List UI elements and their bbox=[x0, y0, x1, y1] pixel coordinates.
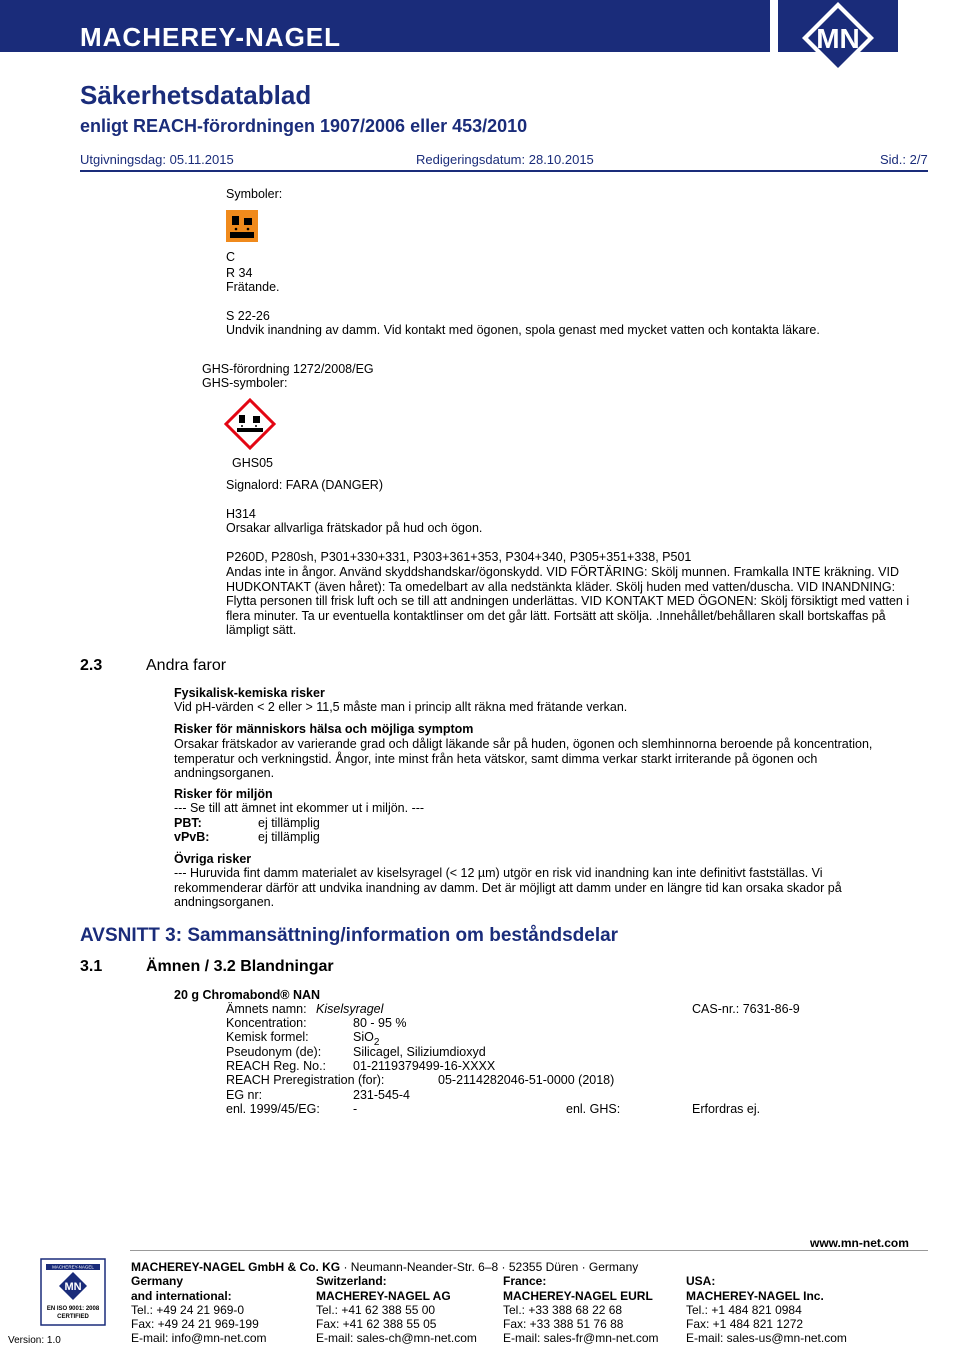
p-codes: P260D, P280sh, P301+330+331, P303+361+353, P304+340, P305+351+338, P501 bbox=[226, 550, 692, 564]
svg-text:CERTIFIED: CERTIFIED bbox=[57, 1314, 89, 1320]
mn-logo bbox=[778, 0, 898, 83]
iso-certificate-badge bbox=[40, 1258, 106, 1331]
env-text: --- Se till att ämnet int ekommer ut i miljön. --- bbox=[174, 801, 425, 815]
concentration-value: 80 - 95 % bbox=[353, 1016, 407, 1030]
svg-text:MACHEREY-NAGEL: MACHEREY-NAGEL bbox=[52, 1264, 94, 1270]
symbol-code: C bbox=[226, 250, 236, 264]
section-2-3-number: 2.3 bbox=[80, 657, 103, 674]
header-divider bbox=[80, 170, 928, 172]
prereg-value: 05-2114282046-51-0000 (2018) bbox=[438, 1073, 615, 1087]
footer-col3-email[interactable]: E-mail: sales-fr@mn-net.com bbox=[503, 1331, 659, 1345]
health-heading: Risker för människors hälsa och möjliga symptom bbox=[174, 722, 474, 736]
section-3-1-number: 3.1 bbox=[80, 958, 103, 975]
product-name: 20 g Chromabond® NAN bbox=[174, 988, 321, 1002]
footer-col4-email[interactable]: E-mail: sales-us@mn-net.com bbox=[686, 1331, 847, 1345]
footer-company-address: · Neumann-Neander-Str. 6–8 · 52355 Düren · Germany bbox=[340, 1260, 639, 1274]
section-3-1-title: Ämnen / 3.2 Blandningar bbox=[146, 958, 334, 975]
footer-col1-h2: and international: bbox=[131, 1289, 232, 1303]
phys-text: Vid pH-värden < 2 eller > 11,5 måste man i princip allt räkna med frätande verkan. bbox=[174, 700, 628, 714]
ghs-pictogram-code: GHS05 bbox=[232, 456, 273, 470]
footer-divider bbox=[130, 1250, 928, 1251]
footer-col3-tel: Tel.: +33 388 68 22 68 bbox=[503, 1303, 623, 1317]
eg-label: EG nr: bbox=[226, 1088, 263, 1102]
footer-company bbox=[131, 1260, 638, 1274]
substance-name-value: Kiselsyragel bbox=[316, 1002, 384, 1016]
h-text: Orsakar allvarliga frätskador på hud och ögon. bbox=[226, 521, 483, 535]
section-3-heading: AVSNITT 3: Sammansättning/information om beståndsdelar bbox=[80, 925, 619, 946]
concentration-label: Koncentration: bbox=[226, 1016, 307, 1030]
enl-eg-value: - bbox=[353, 1102, 358, 1116]
vpvb-label: vPvB: bbox=[174, 830, 210, 844]
footer-col2-h2: MACHEREY-NAGEL AG bbox=[316, 1289, 451, 1303]
ghs-symbols-label: GHS-symboler: bbox=[202, 376, 288, 390]
signal-word: Signalord: FARA (DANGER) bbox=[226, 478, 383, 492]
document-subtitle: enligt REACH-förordningen 1907/2006 eller 453/2010 bbox=[80, 116, 528, 136]
h-code: H314 bbox=[226, 507, 256, 521]
footer-company-name: MACHEREY-NAGEL GmbH & Co. KG bbox=[131, 1260, 341, 1274]
vpvb-value: ej tillämplig bbox=[258, 830, 320, 844]
footer-col4-fax: Fax: +1 484 821 1272 bbox=[686, 1317, 804, 1331]
formula-label: Kemisk formel: bbox=[226, 1030, 309, 1044]
logo-text: MN bbox=[816, 23, 860, 54]
footer-col3-h1: France: bbox=[503, 1274, 547, 1288]
reach-value: 01-2119379499-16-XXXX bbox=[353, 1059, 496, 1073]
symbols-label: Symboler: bbox=[226, 187, 283, 201]
prereg-label: REACH Preregistration (for): bbox=[226, 1073, 385, 1087]
s-phrase: S 22-26 bbox=[226, 309, 270, 323]
enl-ghs-value: Erfordras ej. bbox=[692, 1102, 761, 1116]
footer-col2-email[interactable]: E-mail: sales-ch@mn-net.com bbox=[316, 1331, 477, 1345]
other-text: --- Huruvida fint damm materialet av kiselsyragel (< 12 µm) utgör en risk vid inandning kan inte definitivt fastställas. Vi rekommenderar därför att undvika inandning av damm. Det är möjligt att damm under en längre tid kan orsaka skador på andningsorganen. bbox=[174, 866, 842, 909]
cas-number: CAS-nr.: 7631-86-9 bbox=[692, 1002, 800, 1016]
page-number: Sid.: 2/7 bbox=[880, 152, 928, 167]
corrosive-icon bbox=[226, 210, 258, 247]
issue-date: Utgivningsdag: 05.11.2015 bbox=[80, 152, 234, 167]
footer-col4-tel: Tel.: +1 484 821 0984 bbox=[686, 1303, 802, 1317]
p-text: Andas inte in ångor. Använd skyddshandskar/ögonskydd. VID FÖRTÄRING: Skölj munnen. Framkalla INTE kräkning. VID HUDKONTAKT (även håret): Ta omedelbart av alla nedstänkta kläder. Skölj huden med vatten/duscha. VID INANDNING: Flytta personen till frisk luft och se till att andningen underlättas. VID KONTAKT MED ÖGONEN: Skölj försiktigt med vatten i flera minuter. Ta ur eventuella kontaktlinser om det går lätt. Fortsätt att skölja. .Innehållet/behållaren skall bortskaffas på lämpligt sätt. bbox=[226, 565, 910, 637]
footer-col2-tel: Tel.: +41 62 388 55 00 bbox=[316, 1303, 436, 1317]
footer-col4-h2: MACHEREY-NAGEL Inc. bbox=[686, 1289, 824, 1303]
document-title: Säkerhetsdatablad bbox=[80, 80, 312, 110]
pbt-value: ej tillämplig bbox=[258, 816, 320, 830]
pseudonym-label: Pseudonym (de): bbox=[226, 1045, 322, 1059]
pseudonym-value: Silicagel, Siliziumdioxyd bbox=[353, 1045, 486, 1059]
brand-name: MACHEREY-NAGEL bbox=[80, 22, 342, 52]
brand-bar bbox=[0, 0, 770, 52]
ghs05-corrosion-icon bbox=[224, 398, 276, 455]
phys-heading: Fysikalisk-kemiska risker bbox=[174, 686, 325, 700]
enl-ghs-label: enl. GHS: bbox=[566, 1102, 621, 1116]
formula-main: SiO bbox=[353, 1030, 374, 1044]
footer-col1-tel: Tel.: +49 24 21 969-0 bbox=[131, 1303, 245, 1317]
other-heading: Övriga risker bbox=[174, 852, 252, 866]
footer-col3-h2: MACHEREY-NAGEL EURL bbox=[503, 1289, 653, 1303]
footer-col1-h1: Germany bbox=[131, 1274, 184, 1288]
health-text: Orsakar frätskador av varierande grad och dåligt läkande sår på huden, ögonen och slemhinnorna beroende på koncentration, temperatur och verkningstid. Ångor, inte minst från heta vätskor, samt dimma verkar starkt irriterande på ögonen och andningsorganen. bbox=[174, 737, 873, 780]
env-heading: Risker för miljön bbox=[174, 787, 273, 801]
ghs-regulation: GHS-förordning 1272/2008/EG bbox=[202, 362, 374, 376]
footer-url[interactable]: www.mn-net.com bbox=[810, 1236, 909, 1250]
substance-name-label: Ämnets namn: bbox=[226, 1002, 307, 1016]
footer-col2-fax: Fax: +41 62 388 55 05 bbox=[316, 1317, 437, 1331]
version-label: Version: 1.0 bbox=[8, 1335, 61, 1346]
footer-col3-fax: Fax: +33 388 51 76 88 bbox=[503, 1317, 624, 1331]
revision-date: Redigeringsdatum: 28.10.2015 bbox=[416, 152, 594, 167]
eg-value: 231-545-4 bbox=[353, 1088, 410, 1102]
formula-value bbox=[353, 1030, 380, 1048]
s-text: Undvik inandning av damm. Vid kontakt med ögonen, spola genast med mycket vatten och kontakta läkare. bbox=[226, 323, 820, 337]
enl-eg-label: enl. 1999/45/EG: bbox=[226, 1102, 320, 1116]
footer-col1-email[interactable]: E-mail: info@mn-net.com bbox=[131, 1331, 267, 1345]
footer-col1-fax: Fax: +49 24 21 969-199 bbox=[131, 1317, 259, 1331]
pbt-label: PBT: bbox=[174, 816, 202, 830]
footer-col4-h1: USA: bbox=[686, 1274, 716, 1288]
svg-text:MN: MN bbox=[64, 1281, 82, 1293]
r-phrase: R 34 bbox=[226, 266, 253, 280]
r-text: Frätande. bbox=[226, 280, 280, 294]
svg-text:EN ISO 9001: 2008: EN ISO 9001: 2008 bbox=[46, 1306, 100, 1312]
footer-col2-h1: Switzerland: bbox=[316, 1274, 387, 1288]
section-2-3-title: Andra faror bbox=[146, 657, 227, 674]
formula-subscript: 2 bbox=[373, 1037, 380, 1048]
reach-label: REACH Reg. No.: bbox=[226, 1059, 327, 1073]
